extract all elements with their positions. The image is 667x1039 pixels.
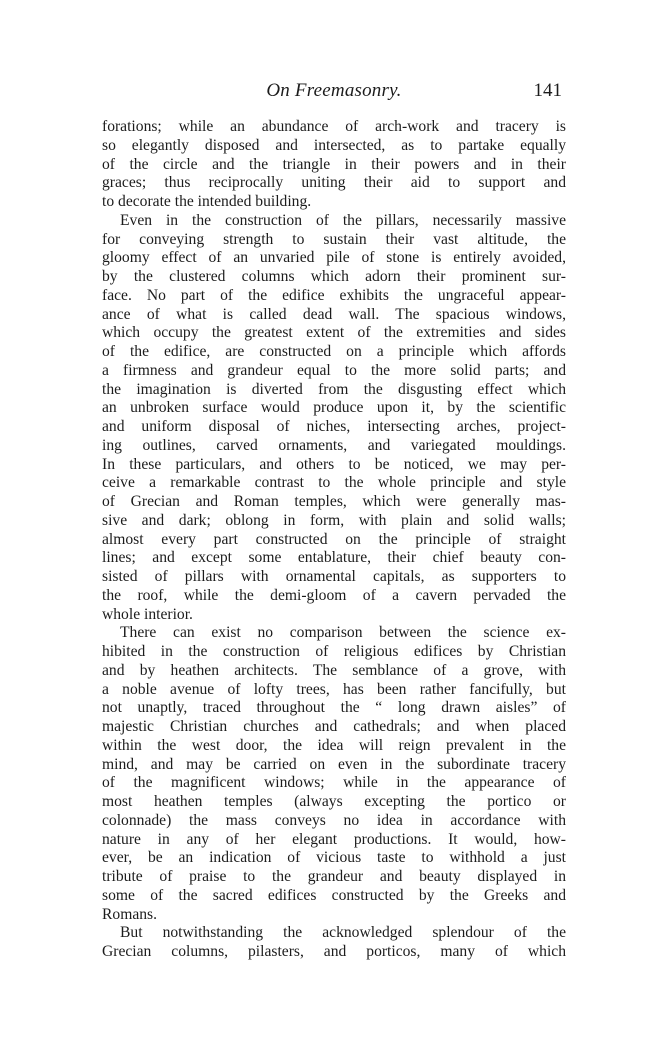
- text-line: But notwithstanding the acknowledged splendour of the: [120, 924, 566, 942]
- running-head: [102, 80, 566, 110]
- text-line: of the circle and the triangle in their powers and in their: [102, 155, 566, 173]
- text-line: nature in any of her elegant productions. It would, how-: [102, 830, 566, 848]
- text-line: gloomy effect of an unvaried pile of stone is entirely avoided,: [102, 249, 566, 267]
- text-line: within the west door, the idea will reign prevalent in the: [102, 736, 566, 754]
- text-line: Romans.: [102, 905, 158, 923]
- text-line: ceive a remarkable contrast to the whole principle and style: [102, 474, 566, 492]
- text-line: In these particulars, and others to be noticed, we may per-: [102, 455, 566, 473]
- text-line: of the magnificent windows; while in the appearance of: [102, 774, 566, 792]
- text-line: sisted of pillars with ornamental capitals, as supporters to: [102, 568, 566, 585]
- text-line: graces; thus reciprocally uniting their aid to support and: [102, 174, 566, 192]
- text-line: the imagination is diverted from the disgusting effect which: [102, 380, 566, 398]
- running-title: On Freemasonry.: [266, 80, 402, 101]
- text-line: and by heathen architects. The semblance of a grove, with: [102, 661, 566, 679]
- body-text: [102, 118, 566, 962]
- text-line: Grecian columns, pilasters, and porticos, many of which: [102, 943, 566, 960]
- text-line: ing outlines, carved ornaments, and variegated mouldings.: [102, 436, 566, 454]
- text-line: colonnade) the mass conveys no idea in accordance with: [102, 811, 566, 829]
- text-line: of the edifice, are constructed on a principle which affords: [102, 343, 566, 360]
- text-line: face. No part of the edifice exhibits the ungraceful appear-: [102, 286, 566, 304]
- text-line: to decorate the intended building.: [102, 193, 312, 210]
- text-line: whole interior.: [102, 605, 193, 623]
- text-line: the roof, while the demi-gloom of a cavern pervaded the: [102, 586, 566, 604]
- text-line: sive and dark; oblong in form, with plain and solid walls;: [102, 511, 566, 529]
- text-line: There can exist no comparison between the science ex-: [120, 624, 566, 642]
- text-line: and uniform disposal of niches, intersecting arches, project-: [102, 418, 566, 435]
- text-line: so elegantly disposed and intersected, as to partake equally: [102, 136, 566, 154]
- text-line: lines; and except some entablature, their chief beauty con-: [102, 549, 566, 567]
- text-line: Even in the construction of the pillars, necessarily massive: [120, 211, 566, 229]
- book-page: [102, 80, 566, 962]
- text-line: by the clustered columns which adorn their prominent sur-: [102, 268, 566, 285]
- text-line: tribute of praise to the grandeur and beauty displayed in: [102, 868, 566, 885]
- text-line: some of the sacred edifices constructed by the Greeks and: [102, 886, 566, 904]
- text-line: almost every part constructed on the principle of straight: [102, 530, 566, 548]
- text-line: majestic Christian churches and cathedrals; and when placed: [102, 718, 566, 735]
- text-line: for conveying strength to sustain their vast altitude, the: [102, 230, 566, 248]
- text-line: a noble avenue of lofty trees, has been rather fancifully, but: [102, 680, 566, 698]
- text-line: most heathen temples (always excepting the portico or: [102, 793, 566, 810]
- text-line: of Grecian and Roman temples, which were generally mas-: [102, 493, 566, 510]
- text-line: which occupy the greatest extent of the extremities and sides: [102, 324, 566, 342]
- text-line: an unbroken surface would produce upon it, by the scientific: [102, 399, 566, 417]
- text-line: a firmness and grandeur equal to the more solid parts; and: [102, 361, 566, 379]
- text-line: ever, be an indication of vicious taste to withhold a just: [102, 849, 566, 867]
- text-line: mind, and may be carried on even in the subordinate tracery: [102, 755, 566, 773]
- page-number: 141: [533, 80, 562, 101]
- text-line: ance of what is called dead wall. The spacious windows,: [102, 305, 566, 323]
- text-line: hibited in the construction of religious edifices by Christian: [102, 643, 566, 660]
- text-line: forations; while an abundance of arch-work and tracery is: [102, 118, 566, 135]
- text-line: not unaptly, traced throughout the “ long drawn aisles” of: [102, 699, 566, 717]
